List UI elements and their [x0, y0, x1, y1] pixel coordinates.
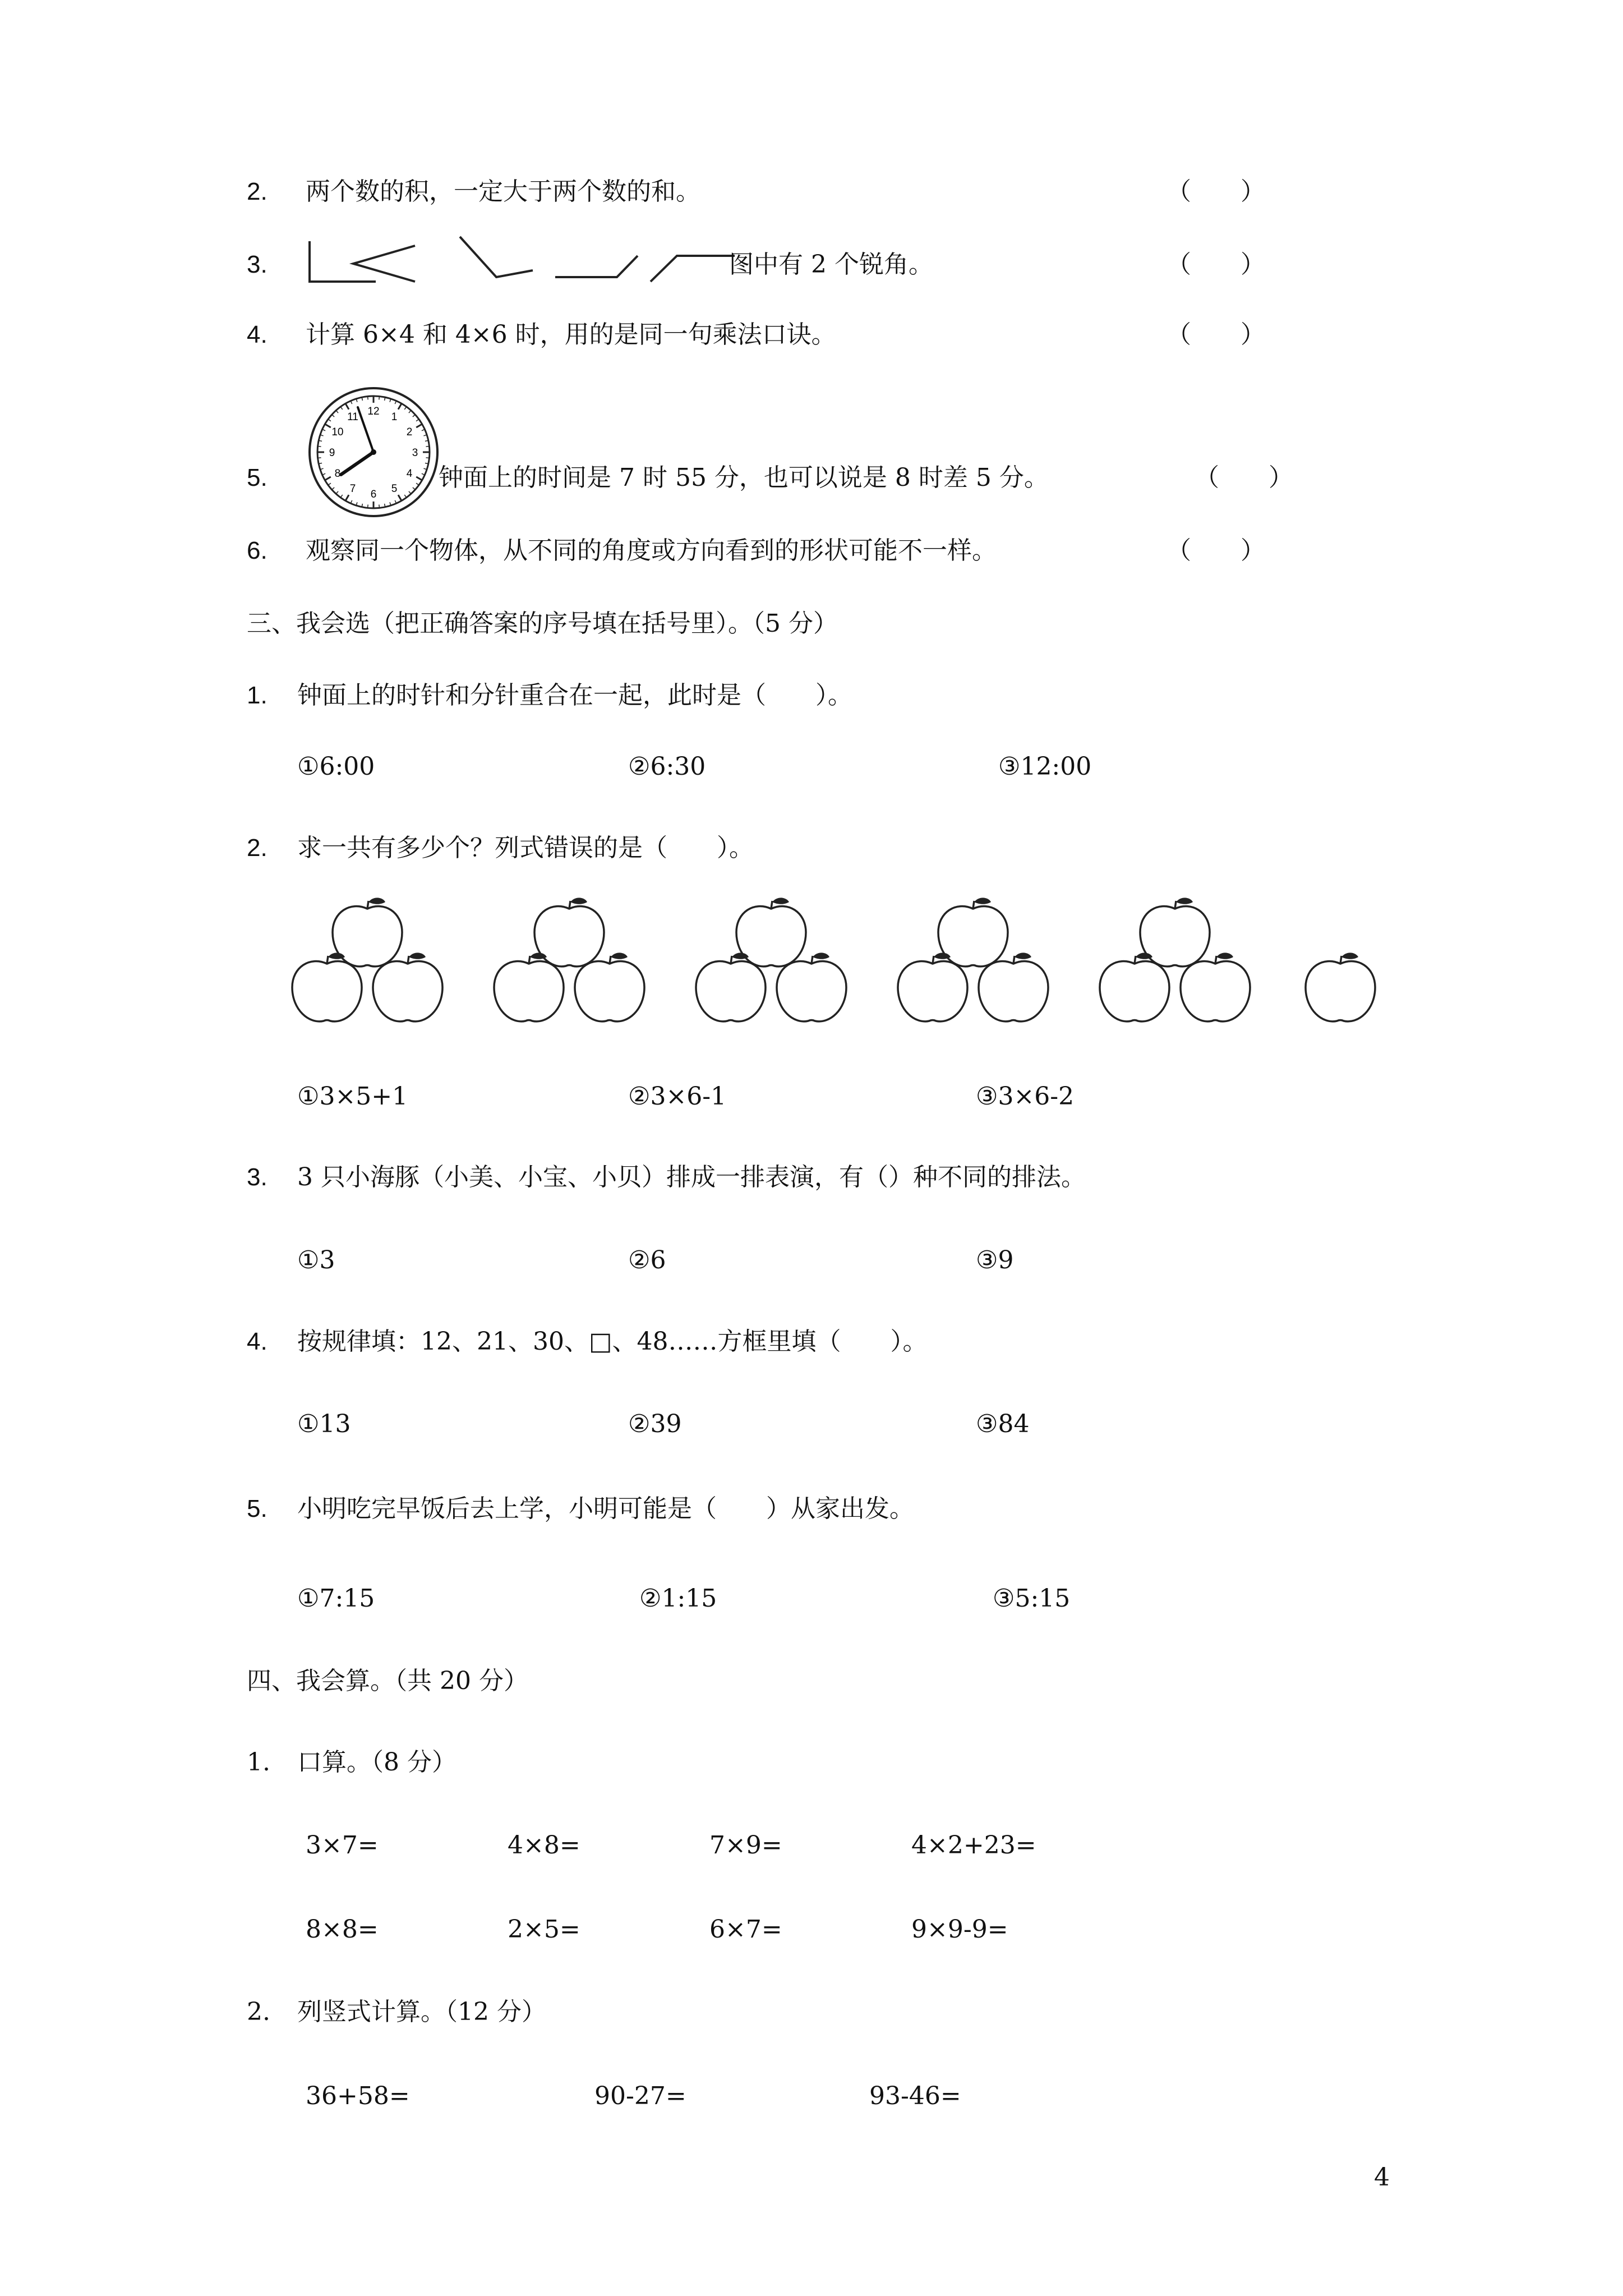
judge-q2-answer-bracket[interactable]: （ ） — [1166, 177, 1265, 206]
clock-hour-number: 5 — [391, 483, 398, 495]
vertical-calc-1[interactable]: 36+58= — [306, 2082, 410, 2110]
clock-hour-number: 9 — [329, 447, 335, 459]
judge-q6-answer-bracket[interactable]: （ ） — [1166, 536, 1265, 565]
obtuse-angle-figure — [460, 237, 533, 277]
choice-q3-text[interactable]: 3 只小海豚（小美、小宝、小贝）排成一排表演，有（）种不同的排法。 — [297, 1163, 1086, 1191]
clock-icon — [307, 386, 440, 518]
vertical-calc-3[interactable]: 93-46= — [869, 2082, 961, 2110]
oral-calc-1[interactable]: 3×7= — [306, 1831, 379, 1860]
right-angle-figure — [310, 241, 376, 282]
oral-calc-4[interactable]: 4×2+23= — [911, 1831, 1036, 1860]
clock-hour-number: 4 — [406, 468, 413, 480]
judge-q5-text: 钟面上的时间是 7 时 55 分，也可以说是 8 时差 5 分。 — [439, 463, 1049, 492]
clock-hour-number: 1 — [391, 411, 398, 423]
oral-calc-8[interactable]: 9×9-9= — [911, 1915, 1008, 1944]
section3-title: 三、我会选（把正确答案的序号填在括号里）。（5 分） — [247, 609, 838, 638]
choice-q1-text[interactable]: 钟面上的时针和分针重合在一起，此时是（ ）。 — [297, 681, 852, 710]
section4-title: 四、我会算。（共 20 分） — [247, 1667, 528, 1695]
judge-q3-number: 3. — [247, 251, 268, 278]
choice-q5-number: 5. — [247, 1495, 268, 1522]
oral-calc-2[interactable]: 4×8= — [508, 1831, 580, 1860]
clock-hour-number: 3 — [412, 447, 418, 459]
choice-q5-option-3[interactable]: ③5:15 — [993, 1584, 1071, 1613]
choice-q3-option-3[interactable]: ③9 — [976, 1246, 1014, 1274]
clock-hour-number: 11 — [347, 411, 358, 423]
choice-q1-number: 1. — [247, 682, 268, 709]
clock-hour-number: 6 — [370, 489, 377, 500]
choice-q4-option-2[interactable]: ②39 — [628, 1410, 682, 1438]
choice-q3-option-2[interactable]: ②6 — [628, 1246, 666, 1274]
acute-angle-figure-2 — [555, 256, 638, 277]
calc-q2-text: 列竖式计算。（12 分） — [297, 1998, 546, 2026]
choice-q2-option-1[interactable]: ①3×5+1 — [297, 1082, 408, 1111]
choice-q3-option-1[interactable]: ①3 — [297, 1246, 335, 1274]
clock-hour-number: 12 — [367, 406, 380, 417]
choice-q2-option-2[interactable]: ②3×6-1 — [628, 1082, 727, 1111]
judge-q5-number: 5. — [247, 464, 268, 491]
choice-q4-option-1[interactable]: ①13 — [297, 1410, 351, 1438]
judge-q6-text: 观察同一个物体，从不同的角度或方向看到的形状可能不一样。 — [306, 536, 997, 565]
calc-q1-text: 口算。（8 分） — [297, 1748, 457, 1777]
choice-q1-option-1[interactable]: ①6:00 — [297, 752, 375, 781]
clock-hour-number: 8 — [334, 468, 341, 480]
judge-q2-text: 两个数的积，一定大于两个数的和。 — [306, 177, 700, 206]
clock-hour-number: 7 — [349, 483, 356, 495]
clock-hour-number: 2 — [406, 426, 413, 438]
obtuse-angle-figure-2 — [651, 256, 735, 282]
angle-figures — [303, 230, 735, 286]
choice-q4-text[interactable]: 按规律填：12、21、30、□、48……方框里填（ ）。 — [297, 1327, 928, 1356]
vertical-calc-2[interactable]: 90-27= — [594, 2082, 686, 2110]
oral-calc-6[interactable]: 2×5= — [508, 1915, 580, 1944]
choice-q3-number: 3. — [247, 1163, 268, 1191]
choice-q1-option-3[interactable]: ③12:00 — [998, 752, 1092, 781]
oral-calc-7[interactable]: 6×7= — [709, 1915, 782, 1944]
choice-q4-option-3[interactable]: ③84 — [976, 1410, 1030, 1438]
choice-q2-number: 2. — [247, 834, 268, 862]
clock-tick — [379, 504, 380, 508]
page-number: 4 — [1374, 2163, 1390, 2192]
judge-q5-answer-bracket[interactable]: （ ） — [1195, 463, 1293, 492]
choice-q5-text[interactable]: 小明吃完早饭后去上学，小明可能是（ ）从家出发。 — [297, 1494, 914, 1523]
calc-q2-number: 2. — [247, 1998, 270, 2026]
choice-q5-option-2[interactable]: ②1:15 — [639, 1584, 717, 1613]
calc-q1-number: 1. — [247, 1748, 270, 1777]
choice-q5-option-1[interactable]: ①7:15 — [297, 1584, 375, 1613]
choice-q2-option-3[interactable]: ③3×6-2 — [976, 1082, 1075, 1111]
judge-q4-answer-bracket[interactable]: （ ） — [1166, 320, 1265, 349]
clock-hour-number: 10 — [331, 426, 344, 438]
clock-tick — [379, 397, 380, 400]
apples-illustration — [286, 892, 1391, 1027]
oral-calc-5[interactable]: 8×8= — [306, 1915, 379, 1944]
choice-q4-number: 4. — [247, 1328, 268, 1355]
judge-q4-text: 计算 6×4 和 4×6 时，用的是同一句乘法口诀。 — [306, 320, 836, 349]
choice-q2-text[interactable]: 求一共有多少个？列式错误的是（ ）。 — [297, 834, 754, 862]
judge-q2-number: 2. — [247, 178, 268, 205]
judge-q3-answer-bracket[interactable]: （ ） — [1166, 250, 1265, 279]
oral-calc-3[interactable]: 7×9= — [709, 1831, 782, 1860]
acute-angle-figure-1 — [353, 246, 415, 282]
judge-q6-number: 6. — [247, 537, 268, 564]
judge-q3-text: 图中有 2 个锐角。 — [729, 250, 933, 279]
choice-q1-option-2[interactable]: ②6:30 — [628, 752, 706, 781]
judge-q4-number: 4. — [247, 321, 268, 348]
apple-icon — [1306, 953, 1375, 1021]
